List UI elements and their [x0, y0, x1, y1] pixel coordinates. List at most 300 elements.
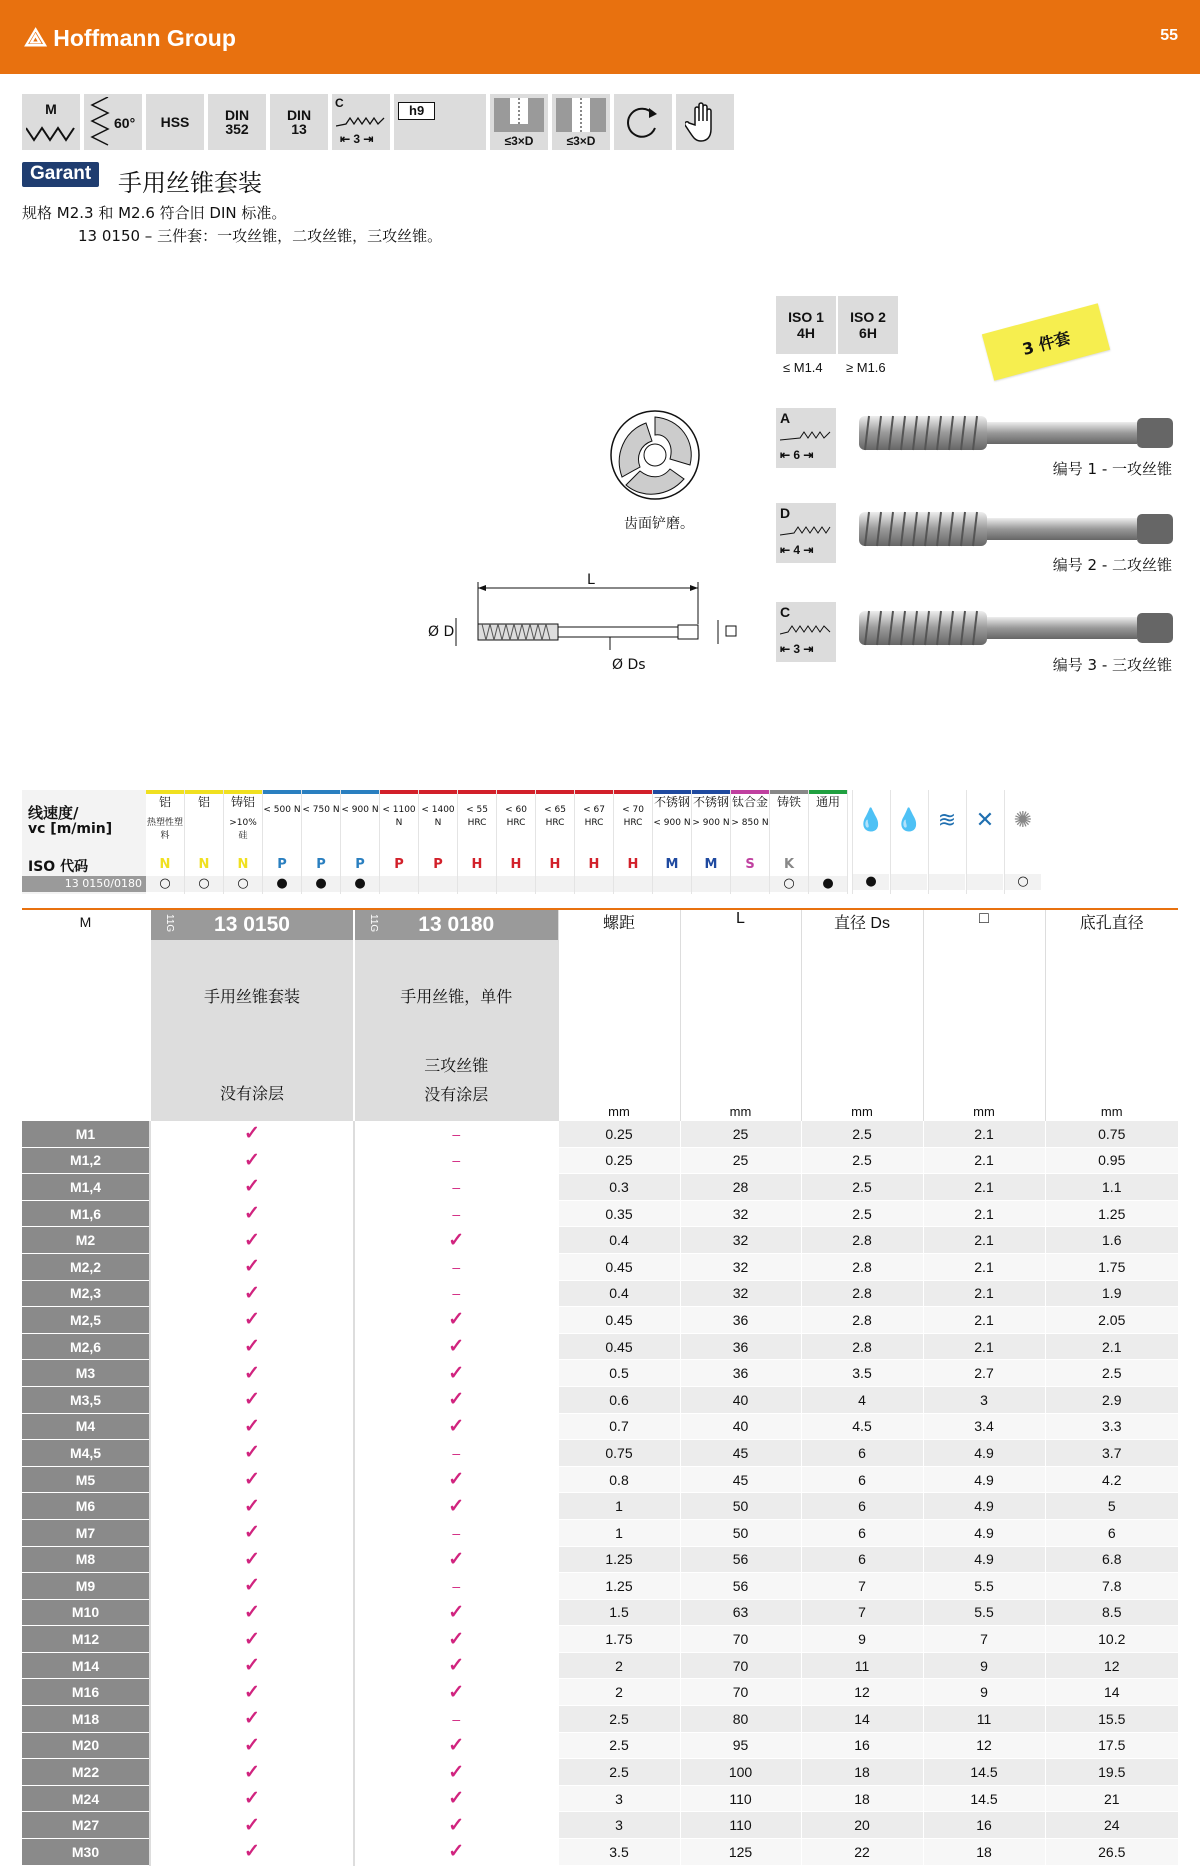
material-sub: < 55 HRC: [466, 805, 488, 828]
pitch-cell: 3.5: [558, 1839, 680, 1866]
square-cell: 4.9: [923, 1546, 1045, 1573]
table-row: [22, 1386, 1178, 1413]
length-cell: 125: [680, 1839, 801, 1866]
hss-material-icon: HSS: [146, 94, 204, 150]
shank-diameter-cell: 9: [801, 1626, 923, 1653]
size-cell: M22: [22, 1759, 150, 1786]
length-cell: 32: [680, 1253, 801, 1280]
set-availability-cell: ✓: [150, 1360, 354, 1387]
size-cell: M2,6: [22, 1333, 150, 1360]
through-hole-depth-icon: ≤3×D: [552, 94, 610, 150]
length-cell: 80: [680, 1706, 801, 1733]
shank-diameter-cell: 18: [801, 1759, 923, 1786]
col-header-m: M: [79, 914, 92, 930]
pitch-cell: 2: [558, 1679, 680, 1706]
single-availability-cell: ✓: [354, 1386, 558, 1413]
size-cell: M30: [22, 1839, 150, 1866]
tap-drill-cell: 2.05: [1045, 1307, 1178, 1334]
pitch-cell: 0.35: [558, 1200, 680, 1227]
iso-2-box: ISO 2 6H: [838, 296, 898, 354]
tap-drill-cell: 24: [1045, 1812, 1178, 1839]
pitch-cell: 3: [558, 1785, 680, 1812]
tap-drill-cell: 17.5: [1045, 1732, 1178, 1759]
iso-letter: P: [394, 857, 404, 872]
material-name: 通用: [815, 795, 840, 809]
square-cell: 5.5: [923, 1599, 1045, 1626]
material-sub: < 1400 N: [421, 805, 455, 828]
square-cell: 3: [923, 1386, 1045, 1413]
length-cell: 32: [680, 1200, 801, 1227]
set-availability-cell: ✓: [150, 1333, 354, 1360]
col-header-130150: 11G 13 0150 手用丝锥套装 没有涂层: [150, 910, 354, 1121]
material-col: [224, 790, 263, 894]
iso-letter: K: [783, 857, 795, 872]
tap-drill-cell: 1.75: [1045, 1253, 1178, 1280]
length-cell: 28: [680, 1174, 801, 1201]
applicability-mark: ●: [263, 876, 301, 892]
set-availability-cell: ✓: [150, 1812, 354, 1839]
chamfer-d-icon: D ⇤ 4 ⇥: [776, 503, 836, 563]
length-cell: 32: [680, 1280, 801, 1307]
pitch-cell: 0.5: [558, 1360, 680, 1387]
tap-drill-cell: 2.5: [1045, 1360, 1178, 1387]
single-availability-cell: ✓: [354, 1493, 558, 1520]
tap-1-image: [855, 408, 1177, 456]
tap-drill-cell: 15.5: [1045, 1706, 1178, 1733]
iso-code-label: ISO 代码: [28, 859, 89, 875]
square-cell: 4.9: [923, 1466, 1045, 1493]
material-col: [341, 790, 380, 894]
tap-drill-cell: 12: [1045, 1652, 1178, 1679]
prod2-name: 手用丝锥，单件: [400, 989, 513, 1006]
set-availability-cell: ✓: [150, 1466, 354, 1493]
emulsion-coolant-icon: 💧: [890, 790, 927, 894]
shank-diameter-cell: 3.5: [801, 1360, 923, 1387]
pitch-cell: 1: [558, 1493, 680, 1520]
iso-letter: M: [665, 857, 679, 872]
tap-drill-cell: 2.9: [1045, 1386, 1178, 1413]
shank-diameter-cell: 4: [801, 1386, 923, 1413]
shank-diameter-cell: 14: [801, 1706, 923, 1733]
shank-diameter-cell: 2.5: [801, 1121, 923, 1147]
set-availability-cell: ✓: [150, 1253, 354, 1280]
page-number: 55: [1160, 27, 1178, 44]
shank-diameter-cell: 2.5: [801, 1147, 923, 1174]
pitch-cell: 0.75: [558, 1440, 680, 1467]
single-availability-cell: ✓: [354, 1679, 558, 1706]
table-row: [22, 1839, 1178, 1866]
tap-3-caption: 编号 3 - 三攻丝锥: [1052, 656, 1172, 674]
single-availability-cell: ✓: [354, 1333, 558, 1360]
table-row: [22, 1626, 1178, 1653]
tap-dimension-drawing: [420, 568, 750, 678]
set-availability-cell: ✓: [150, 1307, 354, 1334]
tap-drill-cell: 10.2: [1045, 1626, 1178, 1653]
tap-drill-cell: 14: [1045, 1679, 1178, 1706]
pitch-cell: 0.6: [558, 1386, 680, 1413]
single-availability-cell: ✓: [354, 1360, 558, 1387]
tap-1-caption: 编号 1 - 一攻丝锥: [1052, 460, 1172, 478]
prod2-coating: 没有涂层: [424, 1087, 489, 1104]
cutting-speed-label: 线速度/: [28, 804, 79, 822]
mist-coolant-icon: ≋: [928, 790, 965, 894]
applicability-mark: [692, 876, 730, 892]
single-availability-cell: –: [354, 1253, 558, 1280]
length-cell: 36: [680, 1307, 801, 1334]
article-code-130150: 13 0150: [214, 913, 290, 936]
applicability-mark: [497, 876, 535, 892]
single-availability-cell: –: [354, 1280, 558, 1307]
material-col: [809, 790, 848, 894]
table-row: [22, 1466, 1178, 1493]
iso-letter: N: [198, 857, 210, 872]
single-availability-cell: –: [354, 1519, 558, 1546]
table-row: [22, 1573, 1178, 1600]
material-name: 不锈钢: [692, 795, 729, 809]
square-cell: 18: [923, 1839, 1045, 1866]
length-label: L: [587, 572, 595, 588]
size-cell: M1,2: [22, 1147, 150, 1174]
pitch-cell: 0.45: [558, 1333, 680, 1360]
material-sub: > 850 N: [731, 818, 769, 828]
length-cell: 56: [680, 1573, 801, 1600]
single-availability-cell: –: [354, 1121, 558, 1147]
single-availability-cell: –: [354, 1706, 558, 1733]
material-col: [731, 790, 770, 894]
pitch-cell: 0.45: [558, 1253, 680, 1280]
table-row: [22, 1785, 1178, 1812]
right-hand-rotation-icon: [614, 94, 672, 150]
shank-diameter-cell: 2.8: [801, 1307, 923, 1334]
shank-diameter-cell: 2.5: [801, 1200, 923, 1227]
single-availability-cell: ✓: [354, 1839, 558, 1866]
material-col: [497, 790, 536, 894]
size-cell: M1: [22, 1121, 150, 1147]
applicability-mark: [419, 876, 457, 892]
set-availability-cell: ✓: [150, 1573, 354, 1600]
shank-diameter-cell: 11: [801, 1652, 923, 1679]
single-availability-cell: –: [354, 1174, 558, 1201]
table-row: [22, 1200, 1178, 1227]
square-cell: 5.5: [923, 1573, 1045, 1600]
applicability-mark: [458, 876, 496, 892]
single-availability-cell: ✓: [354, 1413, 558, 1440]
diameter-label: Ø D: [428, 624, 455, 640]
set-availability-cell: ✓: [150, 1679, 354, 1706]
table-row: [22, 1599, 1178, 1626]
square-cell: 7: [923, 1626, 1045, 1653]
length-cell: 45: [680, 1440, 801, 1467]
material-columns: [146, 790, 1178, 894]
length-cell: 110: [680, 1812, 801, 1839]
set-availability-cell: ✓: [150, 1121, 354, 1147]
table-row: [22, 1307, 1178, 1334]
hand-tool-icon: [676, 94, 734, 150]
col-header-length: L mm: [680, 910, 801, 1121]
iso-2-range: ≥ M1.6: [846, 360, 886, 375]
set-availability-cell: ✓: [150, 1519, 354, 1546]
oil-coolant-icon: 💧 ●: [852, 790, 889, 894]
applicability-mark: [614, 876, 652, 892]
material-col: [146, 790, 185, 894]
length-cell: 36: [680, 1333, 801, 1360]
size-cell: M1,6: [22, 1200, 150, 1227]
size-cell: M8: [22, 1546, 150, 1573]
material-sub: >10% 硅: [229, 818, 257, 841]
set-availability-cell: ✓: [150, 1759, 354, 1786]
chamfer-c-row-icon: C ⇤ 3 ⇥: [776, 602, 836, 662]
tap-2-image: [855, 504, 1177, 552]
applicability-mark: [653, 876, 691, 892]
brand-logo: [24, 22, 236, 54]
material-sub: 热塑性塑料: [146, 818, 183, 841]
tap-drill-cell: 8.5: [1045, 1599, 1178, 1626]
material-sub: < 60 HRC: [505, 805, 527, 828]
single-availability-cell: ✓: [354, 1227, 558, 1254]
table-row: [22, 1493, 1178, 1520]
iso-letter: H: [549, 857, 561, 872]
set-availability-cell: ✓: [150, 1280, 354, 1307]
material-sub: < 65 HRC: [544, 805, 566, 828]
cutting-speed-unit: vc [m/min]: [28, 821, 113, 837]
set-availability-cell: ✓: [150, 1200, 354, 1227]
pitch-cell: 0.45: [558, 1307, 680, 1334]
material-name: 不锈钢: [653, 795, 690, 809]
tap-drill-cell: 5: [1045, 1493, 1178, 1520]
blind-hole-depth-icon: ≤3×D: [490, 94, 548, 150]
square-cell: 11: [923, 1706, 1045, 1733]
size-cell: M14: [22, 1652, 150, 1679]
material-name: 钛合金: [731, 795, 768, 809]
size-cell: M4,5: [22, 1440, 150, 1467]
tap-drill-cell: 0.95: [1045, 1147, 1178, 1174]
article-code-130180: 13 0180: [418, 913, 495, 936]
length-cell: 63: [680, 1599, 801, 1626]
square-cell: 2.1: [923, 1280, 1045, 1307]
col-header-130180: 11G 13 0180 手用丝锥，单件 三攻丝锥 没有涂层: [354, 910, 558, 1121]
size-cell: M10: [22, 1599, 150, 1626]
material-col: [185, 790, 224, 894]
table-row: [22, 1732, 1178, 1759]
material-col: [263, 790, 302, 894]
length-cell: 70: [680, 1679, 801, 1706]
tap-drill-cell: 3.7: [1045, 1440, 1178, 1467]
square-cell: 2.1: [923, 1121, 1045, 1147]
square-cell: 14.5: [923, 1759, 1045, 1786]
material-col: [536, 790, 575, 894]
length-cell: 50: [680, 1519, 801, 1546]
chamfer-a-icon: A ⇤ 6 ⇥: [776, 408, 836, 468]
size-cell: M24: [22, 1785, 150, 1812]
material-col: [380, 790, 419, 894]
tap-drill-cell: 1.25: [1045, 1200, 1178, 1227]
length-cell: 70: [680, 1626, 801, 1653]
shank-diameter-cell: 18: [801, 1785, 923, 1812]
square-cell: 2.7: [923, 1360, 1045, 1387]
table-row: [22, 1652, 1178, 1679]
pitch-cell: 1.75: [558, 1626, 680, 1653]
material-name: 铸铝: [230, 795, 255, 809]
shank-diameter-cell: 16: [801, 1732, 923, 1759]
table-row: [22, 1546, 1178, 1573]
brand-name: Hoffmann Group: [53, 24, 236, 51]
set-availability-cell: ✓: [150, 1147, 354, 1174]
square-cell: 4.9: [923, 1440, 1045, 1467]
table-row: [22, 1227, 1178, 1254]
tap-drill-cell: 1.9: [1045, 1280, 1178, 1307]
shank-diameter-cell: 12: [801, 1679, 923, 1706]
applicability-mark: [536, 876, 574, 892]
size-cell: M2,2: [22, 1253, 150, 1280]
material-sub: < 70 HRC: [622, 805, 644, 828]
length-cell: 110: [680, 1785, 801, 1812]
set-availability-cell: ✓: [150, 1174, 354, 1201]
table-row: [22, 1147, 1178, 1174]
table-row: [22, 1360, 1178, 1387]
table-row: [22, 1812, 1178, 1839]
set-availability-cell: ✓: [150, 1732, 354, 1759]
size-cell: M2,3: [22, 1280, 150, 1307]
square-cell: 9: [923, 1679, 1045, 1706]
pitch-cell: 1.25: [558, 1546, 680, 1573]
table-row: [22, 1174, 1178, 1201]
pitch-cell: 0.3: [558, 1174, 680, 1201]
set-availability-cell: ✓: [150, 1785, 354, 1812]
table-row: [22, 1706, 1178, 1733]
shank-diameter-cell: 2.8: [801, 1333, 923, 1360]
prod1-name: 手用丝锥套装: [203, 989, 300, 1006]
material-col: [614, 790, 653, 894]
shank-diameter-cell: 7: [801, 1573, 923, 1600]
pitch-cell: 0.7: [558, 1413, 680, 1440]
tap-drill-cell: 1.1: [1045, 1174, 1178, 1201]
material-sub: < 900 N: [341, 805, 379, 815]
length-cell: 36: [680, 1360, 801, 1387]
length-cell: 40: [680, 1413, 801, 1440]
set-availability-cell: ✓: [150, 1493, 354, 1520]
applicability-mark: ●: [341, 876, 379, 892]
length-cell: 56: [680, 1546, 801, 1573]
single-availability-cell: ✓: [354, 1599, 558, 1626]
square-cell: 2.1: [923, 1307, 1045, 1334]
col-header-square: □ mm: [923, 910, 1045, 1121]
tap-2-caption: 编号 2 - 二攻丝锥: [1052, 556, 1172, 574]
iso-letter: P: [433, 857, 443, 872]
length-cell: 40: [680, 1386, 801, 1413]
pitch-cell: 1: [558, 1519, 680, 1546]
col-header-tap-drill: 底孔直径 mm: [1045, 910, 1178, 1121]
tap-drill-cell: 7.8: [1045, 1573, 1178, 1600]
iso-letter: H: [588, 857, 600, 872]
material-col: [419, 790, 458, 894]
material-col: [302, 790, 341, 894]
coolant-mark: [967, 874, 1003, 890]
pitch-cell: 1.25: [558, 1573, 680, 1600]
size-cell: M1,4: [22, 1174, 150, 1201]
length-cell: 70: [680, 1652, 801, 1679]
table-row: [22, 1333, 1178, 1360]
col-header-shank-diameter: 直径 Ds mm: [801, 910, 923, 1121]
size-cell: M3: [22, 1360, 150, 1387]
pitch-cell: 2.5: [558, 1732, 680, 1759]
pitch-cell: 2: [558, 1652, 680, 1679]
single-availability-cell: –: [354, 1147, 558, 1174]
material-sub: < 67 HRC: [583, 805, 605, 828]
size-cell: M9: [22, 1573, 150, 1600]
iso-letter: S: [745, 857, 755, 872]
applicability-mark: ●: [809, 876, 847, 892]
chamfer-c-icon: C ⇤ 3 ⇥: [332, 94, 390, 150]
material-name: 铝: [158, 795, 171, 809]
square-cell: 3.4: [923, 1413, 1045, 1440]
size-cell: M6: [22, 1493, 150, 1520]
size-cell: M4: [22, 1413, 150, 1440]
single-availability-cell: –: [354, 1440, 558, 1467]
single-availability-cell: –: [354, 1200, 558, 1227]
size-cell: M7: [22, 1519, 150, 1546]
single-availability-cell: ✓: [354, 1546, 558, 1573]
tap-drill-cell: 4.2: [1045, 1466, 1178, 1493]
tap-drill-cell: 26.5: [1045, 1839, 1178, 1866]
iso-letter: H: [627, 857, 639, 872]
square-cell: 16: [923, 1812, 1045, 1839]
thread-angle-icon: 60°: [84, 94, 142, 150]
material-col: [692, 790, 731, 894]
size-cell: M27: [22, 1812, 150, 1839]
pitch-cell: 1.5: [558, 1599, 680, 1626]
length-cell: 100: [680, 1759, 801, 1786]
article-ref-label: 13 0150/0180: [22, 876, 146, 892]
applicability-mark: ○: [146, 876, 184, 892]
applicability-mark: ○: [224, 876, 262, 892]
set-availability-cell: ✓: [150, 1599, 354, 1626]
tap-drill-cell: 21: [1045, 1785, 1178, 1812]
coolant-mark: [929, 874, 965, 890]
set-availability-cell: ✓: [150, 1652, 354, 1679]
pitch-cell: 3: [558, 1812, 680, 1839]
iso-letter: P: [355, 857, 365, 872]
square-cell: 9: [923, 1652, 1045, 1679]
coolant-mark: [891, 874, 927, 890]
col-header-pitch: 螺距 mm: [558, 910, 680, 1121]
shank-diameter-cell: 2.8: [801, 1253, 923, 1280]
shank-diameter-cell: 6: [801, 1493, 923, 1520]
table-row: [22, 1413, 1178, 1440]
table-row: [22, 1440, 1178, 1467]
square-cell: 14.5: [923, 1785, 1045, 1812]
tolerance-h9-icon: h9: [394, 94, 486, 150]
single-availability-cell: ✓: [354, 1812, 558, 1839]
pitch-cell: 0.4: [558, 1227, 680, 1254]
applicability-mark: [575, 876, 613, 892]
pitch-cell: 2.5: [558, 1706, 680, 1733]
tap-drill-cell: 2.1: [1045, 1333, 1178, 1360]
shank-diameter-cell: 2.5: [801, 1174, 923, 1201]
size-cell: M18: [22, 1706, 150, 1733]
single-availability-cell: –: [354, 1573, 558, 1600]
garant-badge: Garant: [22, 162, 99, 187]
material-col: [653, 790, 692, 894]
applicability-mark: [731, 876, 769, 892]
shank-diameter-cell: 6: [801, 1466, 923, 1493]
iso-letter: M: [704, 857, 718, 872]
single-availability-cell: ✓: [354, 1466, 558, 1493]
shank-diameter-label: Ø Ds: [612, 657, 646, 673]
coolant-mark: ●: [853, 874, 889, 890]
size-cell: M2,5: [22, 1307, 150, 1334]
set-availability-cell: ✓: [150, 1227, 354, 1254]
iso-letter: N: [159, 857, 171, 872]
